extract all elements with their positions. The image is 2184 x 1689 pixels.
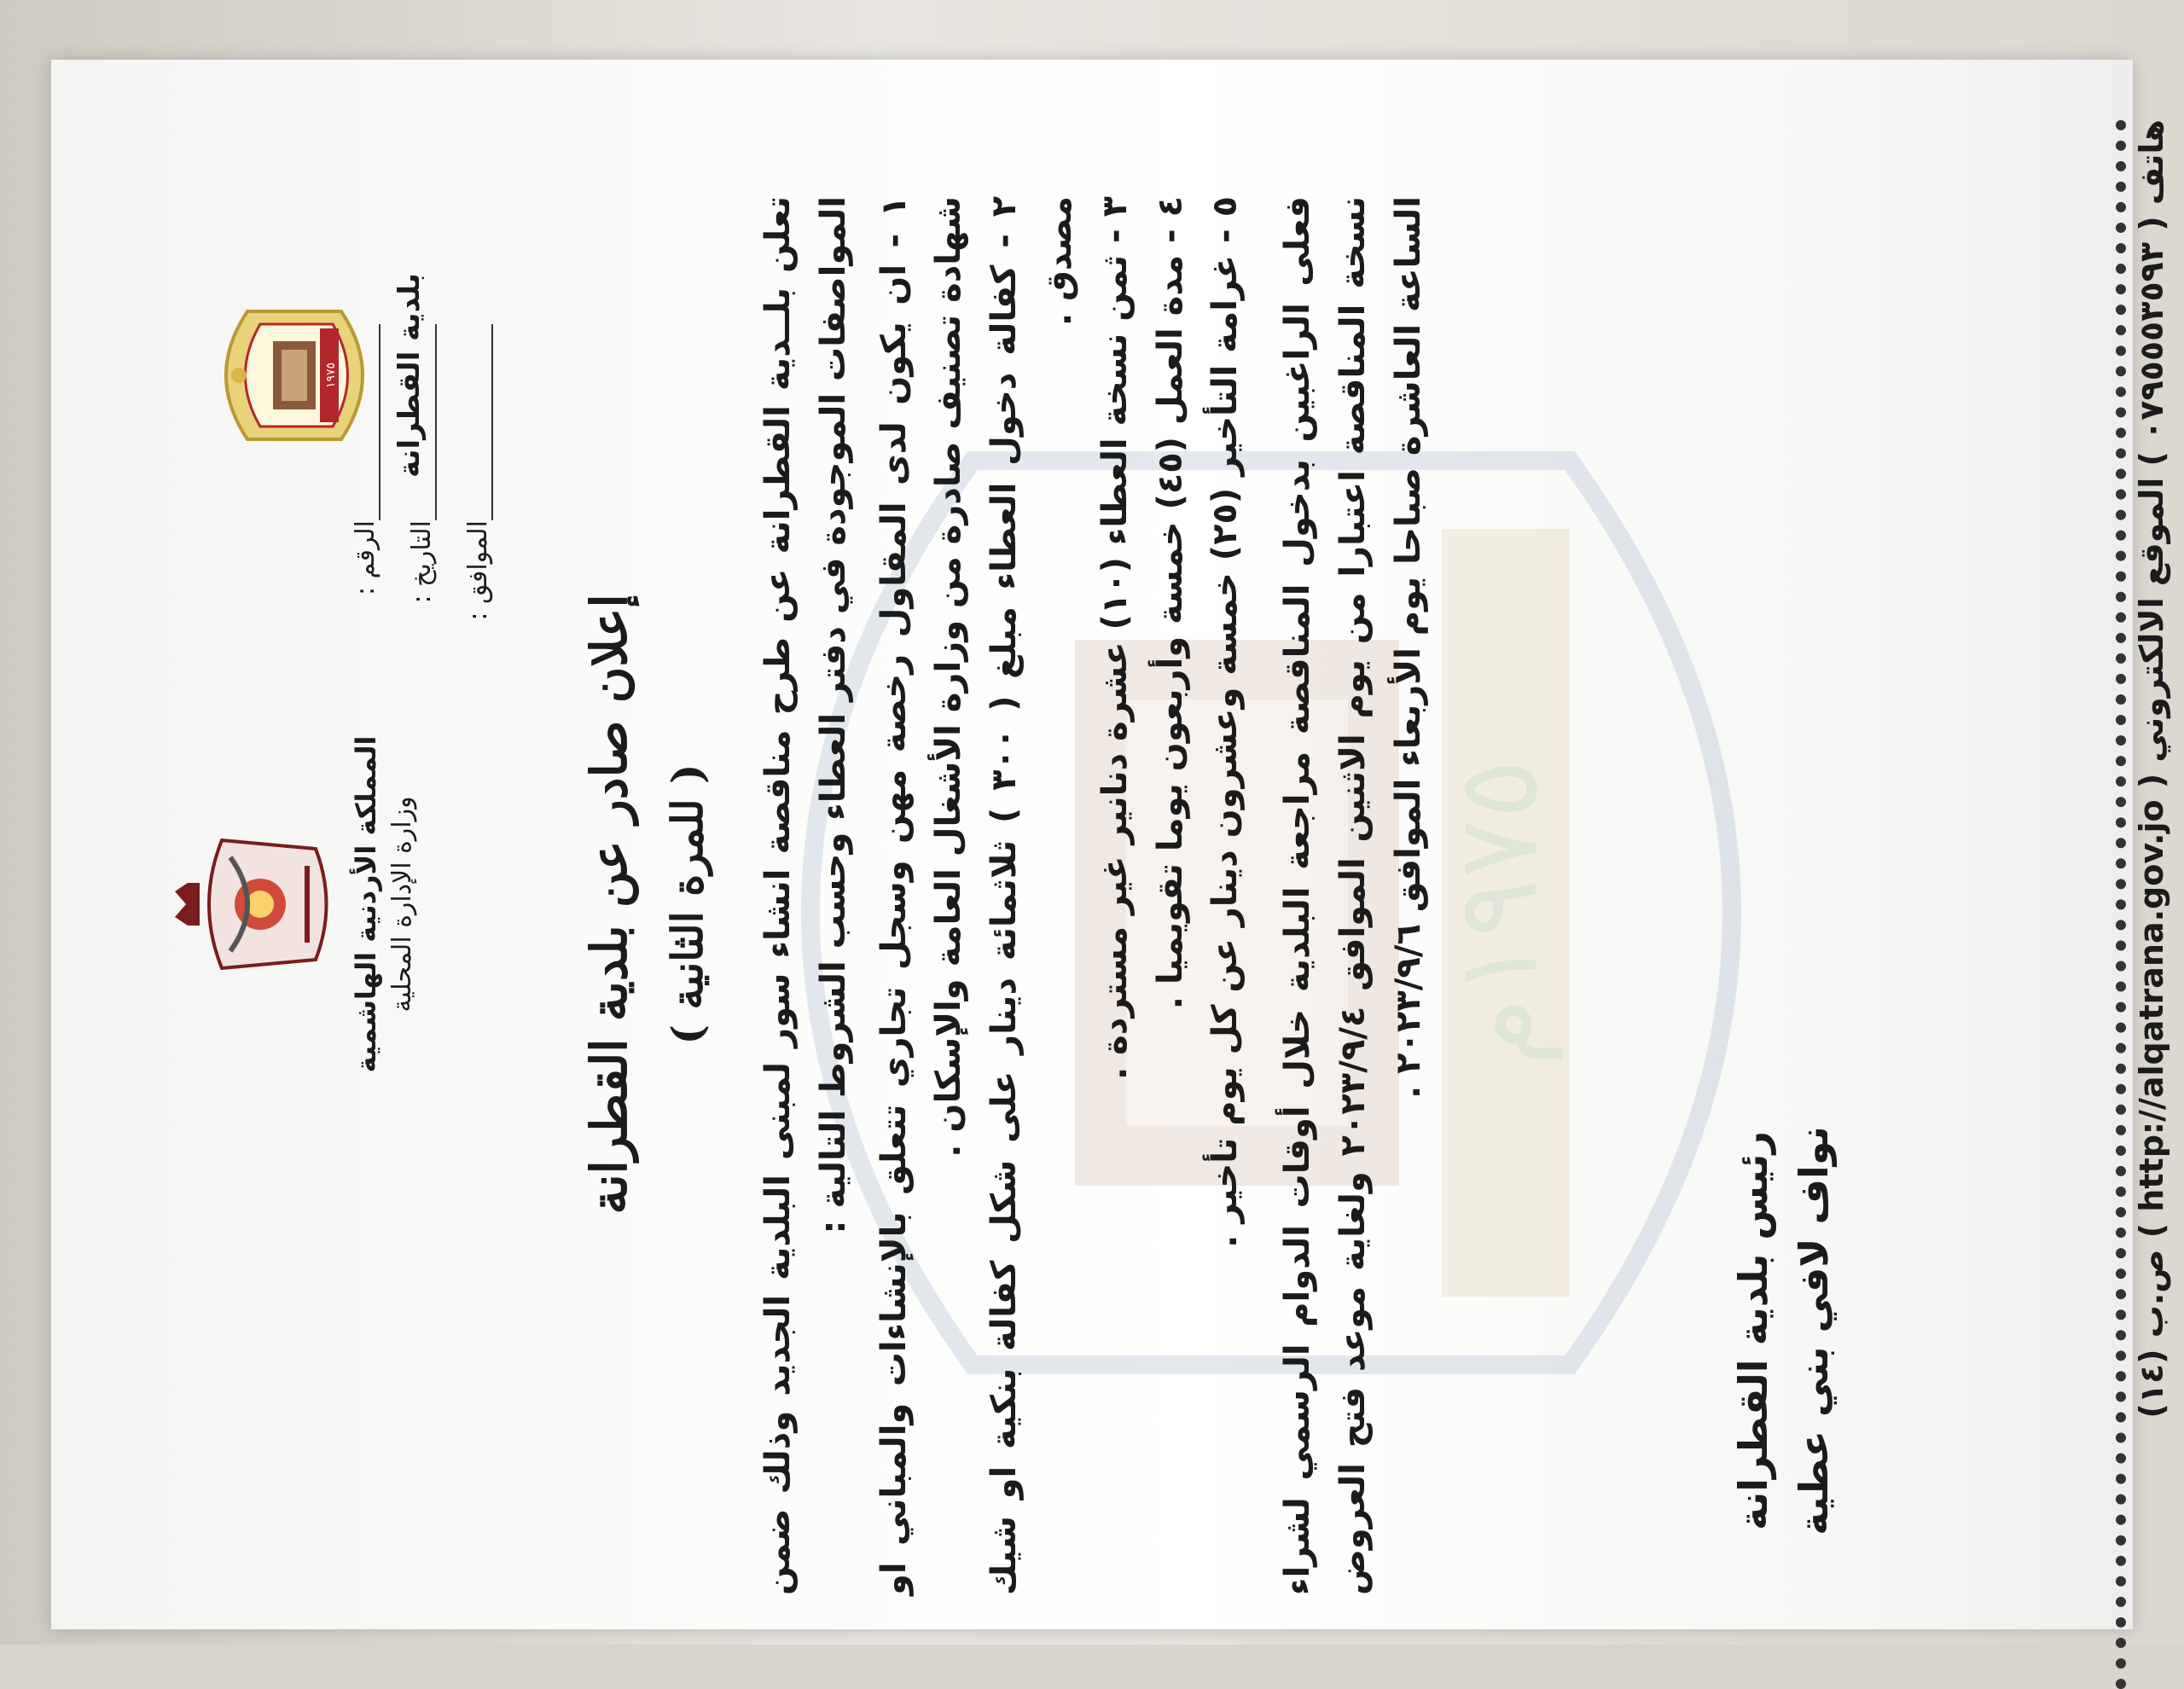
corresponding-line [468, 324, 493, 520]
ref-number-line [355, 324, 380, 520]
footer-contact-text: هاتف ( ٠٧٩٥٥٥٣٥٩٣ ) الموقع الالكتروني ( http://alqatrana.gov.jo ) ص.ب (١٤) [2133, 119, 2170, 1419]
condition-item: ١ - ان يكون لدى المقاول رخصة مهن وسجل تجاري تتعلق بالإنشاءات والمباني او شهادة تصنيف صادرة من وزارة الأشغال العامة والإسكان . [874, 196, 969, 1595]
contact-footer [2116, 119, 2175, 1689]
reference-fields [324, 196, 493, 640]
signature-block [1723, 1075, 1845, 1587]
announcement-title-block [580, 119, 712, 1689]
condition-item: ٢ - كفالة دخول العطاء مبلغ ( ٣٠٠ ) ثلاثمائة دينار على شكل كفالة بنكية او شيك مصدق . [985, 196, 1079, 1595]
corresponding-row [437, 196, 493, 640]
condition-item: ٣ - ثمن نسخة العطاء (١٠) عشرة دنانير غير مستردة . [1095, 196, 1135, 1080]
announcement-subtitle: ( للمرة الثانية ) [662, 763, 712, 1045]
logo-year: ١٩٧٥ [324, 362, 338, 389]
condition-item: ٥ - غرامة التأخير (٢٥) خمسة وعشرون دينار عن كل يوم تأخير . [1205, 196, 1246, 1248]
date-line [411, 324, 437, 520]
ref-number-row [324, 196, 380, 640]
signature-title: رئيس بلدية القطرانة [1730, 1131, 1776, 1530]
signature-name: نواف لافي بني عطية [1791, 1126, 1838, 1535]
date-row [380, 196, 437, 640]
condition-item: ٤ - مدة العمل (٤٥) خمسة وأربعون يوما تقويميا . [1150, 196, 1190, 1010]
ref-number-label: الرقم : [351, 520, 380, 595]
kingdom-block [171, 682, 417, 1126]
announcement-body [751, 196, 1442, 1595]
document-page [102, 119, 2184, 1689]
ministry-name: وزارة الإدارة المحلية [387, 796, 417, 1013]
announcement-closing: فعلى الراغبين بدخول المناقصة مراجعة البلدية خلال أوقات الدوام الرسمي لشراء نسخة المناقصة اعتبارا من يوم الاثنين الموافق ٢٠٢٣/٩/٤ ولغاية موعد فتح العروض الساعة العاشرة صباحا يوم الأربعاء الموافق ٢٠٢٣/٩/٦ . [1278, 195, 1428, 1595]
letterhead [102, 119, 546, 1689]
document-sheet [51, 60, 2170, 1629]
kingdom-name: المملكة الأردنية الهاشمية [350, 735, 382, 1073]
date-label: التاريخ : [407, 520, 437, 604]
royal-crest-icon [171, 823, 341, 985]
announcement-title: إعلان صادر عن بلدية القطرانة [580, 594, 638, 1215]
announcement-intro: تعلن بلــدية القطرانة عن طرح مناقصة انشاء سور لمبنى البلدية الجديد وذلك ضمن المواصفات الموجودة في دفتر العطاء وحسب الشروط التالية : [758, 196, 853, 1595]
corresponding-label: الموافق : [463, 520, 493, 621]
municipality-name: بلدية القطرانة [392, 273, 427, 478]
watermark-year: ١٩٧٥م [1432, 759, 1562, 1066]
